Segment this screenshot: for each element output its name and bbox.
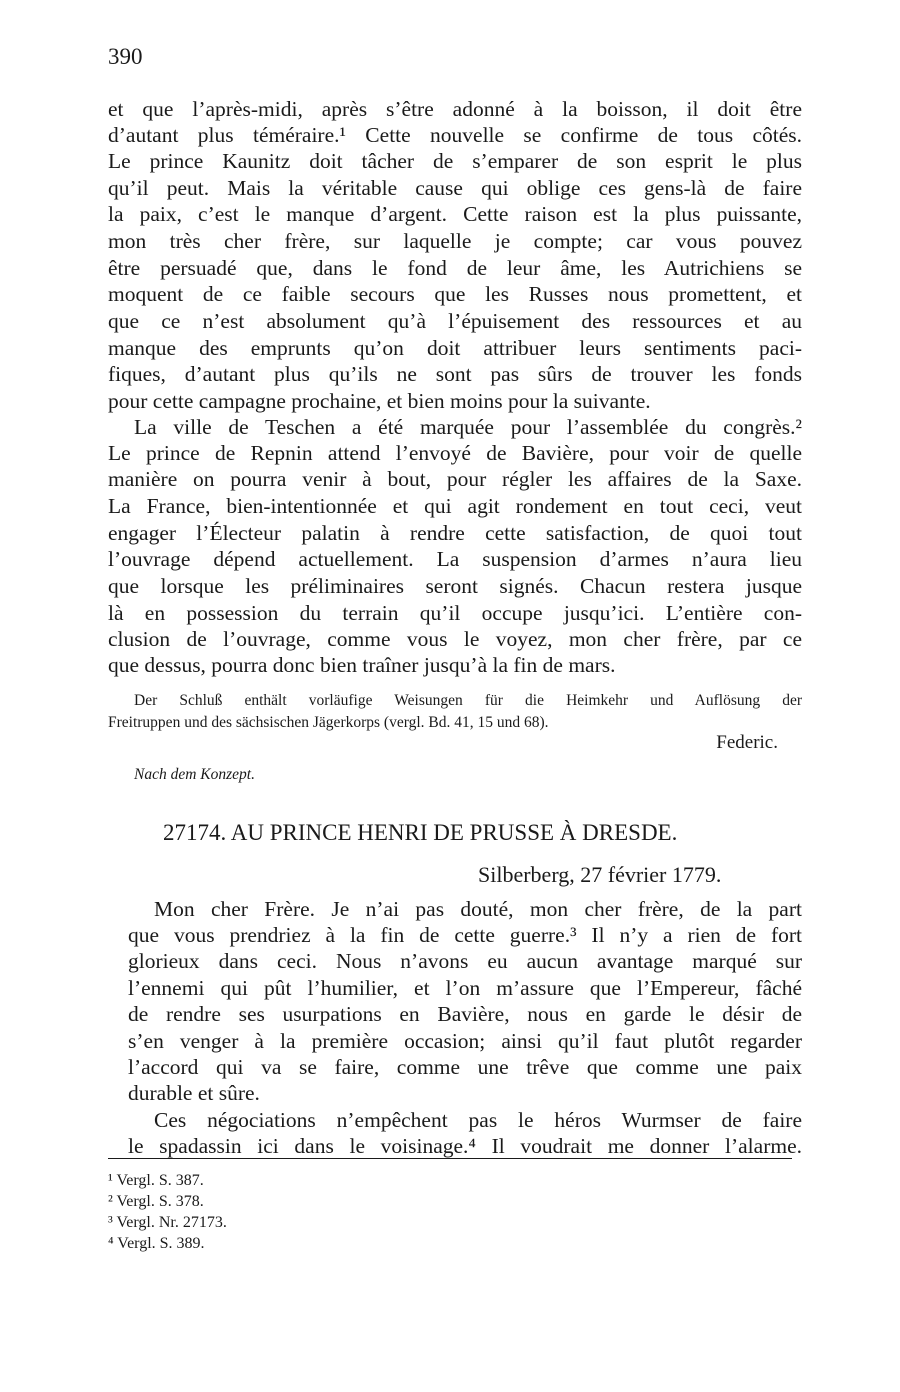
dateline: Silberberg, 27 février 1779. (478, 862, 722, 887)
body-line: et que l’après-midi, après s’être adonné à la boisson, il doit être (108, 97, 802, 121)
body-line: que dessus, pourra donc bien traîner jusqu’à la fin de mars. (108, 653, 616, 677)
body-line: que vous prendriez à la fin de cette guerre.³ Il n’y a rien de fort (128, 923, 802, 947)
body-line: la paix, c’est le manque d’argent. Cette raison est la plus puissante, (108, 202, 802, 226)
body-line: l’ennemi qui pût l’humilier, et l’on m’assure que l’Empereur, fâché (128, 976, 802, 1000)
body-line: d’autant plus téméraire.¹ Cette nouvelle se confirme de tous côtés. (108, 123, 802, 147)
footnote: ³ Vergl. Nr. 27173. (108, 1214, 227, 1231)
body-line: Le prince de Repnin attend l’envoyé de Bavière, pour voir de quelle (108, 441, 802, 465)
signature: Federic. (716, 732, 778, 753)
body-line: manque des emprunts qu’on doit attribuer leurs sentiments paci- (108, 336, 802, 360)
source-note: Nach dem Konzept. (134, 766, 255, 783)
editorial-note: Der Schluß enthält vorläufige Weisungen für die Heimkehr und Auflösung der (134, 692, 802, 709)
body-line: que lorsque les préliminaires seront signés. Chacun restera jusque (108, 574, 802, 598)
editorial-note: Freitruppen und des sächsischen Jägerkorps (vergl. Bd. 41, 15 und 68). (108, 714, 549, 731)
footnote: ¹ Vergl. S. 387. (108, 1172, 204, 1189)
body-line: être persuadé que, dans le fond de leur âme, les Autrichiens se (108, 256, 802, 280)
body-line: s’en venger à la première occasion; ainsi qu’il faut plutôt regarder (128, 1029, 802, 1053)
body-line: le spadassin ici dans le voisinage.⁴ Il voudrait me donner l’alarme. (128, 1134, 802, 1158)
body-line: clusion de l’ouvrage, comme vous le voyez, mon cher frère, par ce (108, 627, 802, 651)
body-line: glorieux dans ceci. Nous n’avons eu aucun avantage marqué sur (128, 949, 802, 973)
body-line: pour cette campagne prochaine, et bien moins pour la suivante. (108, 389, 651, 413)
body-line: Ces négociations n’empêchent pas le héros Wurmser de faire (154, 1108, 802, 1132)
footnote-rule (108, 1158, 792, 1159)
body-line: moquent de ce faible secours que les Russes nous promettent, et (108, 282, 802, 306)
body-line: mon très cher frère, sur laquelle je compte; car vous pouvez (108, 229, 802, 253)
body-line: de rendre ses usurpations en Bavière, nous en garde le désir de (128, 1002, 802, 1026)
body-line: engager l’Électeur palatin à rendre cette satisfaction, de quoi tout (108, 521, 802, 545)
body-line: fiques, d’autant plus qu’ils ne sont pas sûrs de trouver les fonds (108, 362, 802, 386)
body-line: Mon cher Frère. Je n’ai pas douté, mon cher frère, de la part (154, 897, 802, 921)
body-line: l’ouvrage dépend actuellement. La suspension d’armes n’aura lieu (108, 547, 802, 571)
footnote: ² Vergl. S. 378. (108, 1193, 204, 1210)
body-line: là en possession du terrain qu’il occupe jusqu’ici. L’entière con- (108, 601, 802, 625)
letter-heading: 27174. AU PRINCE HENRI DE PRUSSE À DRESDE. (163, 820, 678, 845)
body-line: manière on pourra venir à bout, pour régler les affaires de la Saxe. (108, 467, 802, 491)
body-line: La France, bien-intentionnée et qui agit rondement en tout ceci, veut (108, 494, 802, 518)
body-line: Le prince Kaunitz doit tâcher de s’emparer de son esprit le plus (108, 149, 802, 173)
page-number: 390 (108, 44, 143, 69)
body-line: qu’il peut. Mais la véritable cause qui oblige ces gens-là de faire (108, 176, 802, 200)
body-line: La ville de Teschen a été marquée pour l’assemblée du congrès.² (134, 415, 802, 439)
footnote: ⁴ Vergl. S. 389. (108, 1235, 205, 1252)
body-line: durable et sûre. (128, 1081, 260, 1105)
body-line: que ce n’est absolument qu’à l’épuisement des ressources et au (108, 309, 802, 333)
body-line: l’accord qui va se faire, comme une trêve que comme une paix (128, 1055, 802, 1079)
